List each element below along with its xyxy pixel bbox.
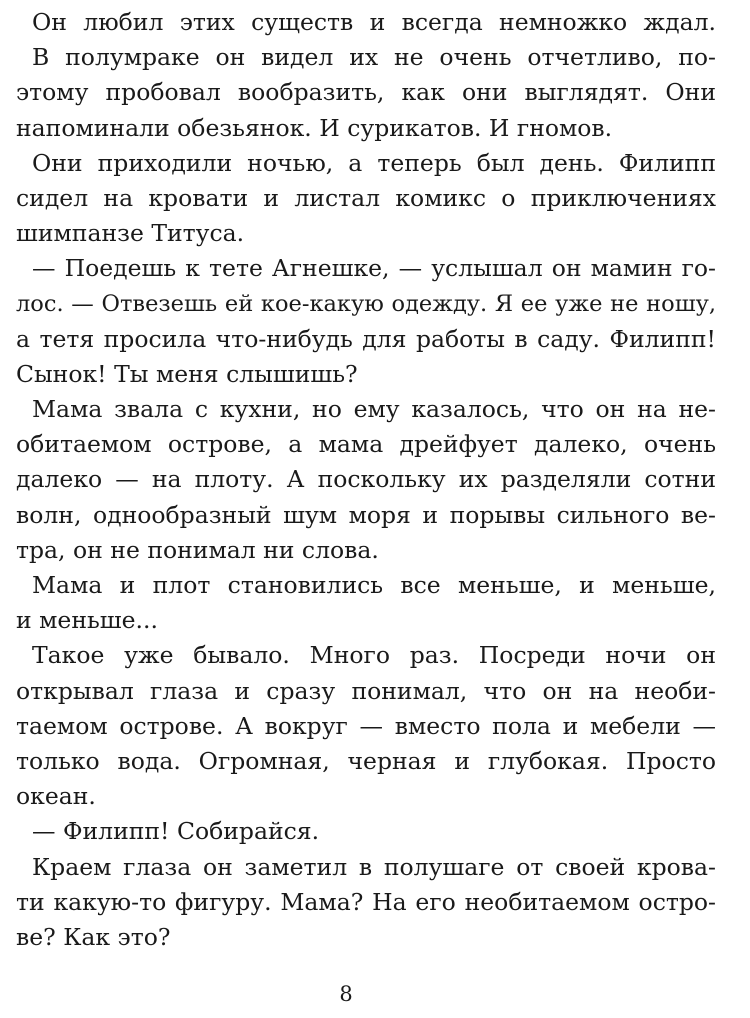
text-line: обитаемом острове, а мама дрейфует далеко, очень	[16, 430, 716, 459]
text-line: ти какую-то фигуру. Мама? На его необитаемом остро-	[16, 887, 716, 916]
text-line: только вода. Огромная, черная и глубокая. Просто	[16, 746, 716, 775]
text-line: сидел на кровати и листал комикс о приключениях	[16, 183, 716, 212]
text-line: а тетя просила что-нибудь для работы в саду. Филипп!	[16, 324, 716, 353]
page-number: 8	[339, 982, 353, 1006]
text-line: далеко — на плоту. А поскольку их разделяли сотни	[16, 465, 716, 494]
text-line: Мама и плот становились все меньше, и меньше,	[32, 571, 716, 599]
text-line: открывал глаза и сразу понимал, что он на необи-	[16, 676, 716, 705]
text-line: волн, однообразный шум моря и порывы сильного ве-	[16, 500, 716, 529]
text-line: — Поедешь к тете Агнешке, — услышал он мамин го-	[32, 254, 716, 283]
text-line: океан.	[16, 782, 96, 811]
text-line: ве? Как это?	[16, 922, 171, 951]
text-line: — Филипп! Собирайся.	[32, 817, 320, 846]
text-line: и меньше...	[16, 606, 158, 635]
text-line: шимпанзе Титуса.	[16, 219, 245, 248]
text-line: В полумраке он видел их не очень отчетливо, по-	[32, 43, 716, 72]
text-line: Мама звала с кухни, но ему казалось, что он на не-	[32, 395, 716, 424]
text-line: лос. — Отвезешь ей кое-какую одежду. Я ее уже не ношу,	[16, 290, 716, 317]
text-line: Краем глаза он заметил в полушаге от своей крова-	[32, 852, 716, 881]
text-line: Такое уже бывало. Много раз. Посреди ночи он	[32, 641, 716, 670]
body-text	[16, 5, 716, 955]
text-line: Он любил этих существ и всегда немножко ждал.	[32, 8, 716, 36]
text-line: Сынок! Ты меня слышишь?	[16, 359, 358, 388]
text-line: этому пробовал вообразить, как они выглядят. Они	[16, 78, 716, 107]
text-line: таемом острове. А вокруг — вместо пола и мебели —	[16, 711, 716, 740]
text-line: Они приходили ночью, а теперь был день. Филипп	[32, 148, 716, 177]
text-line: напоминали обезьянок. И сурикатов. И гномов.	[16, 113, 613, 142]
text-line: тра, он не понимал ни слова.	[16, 535, 379, 564]
